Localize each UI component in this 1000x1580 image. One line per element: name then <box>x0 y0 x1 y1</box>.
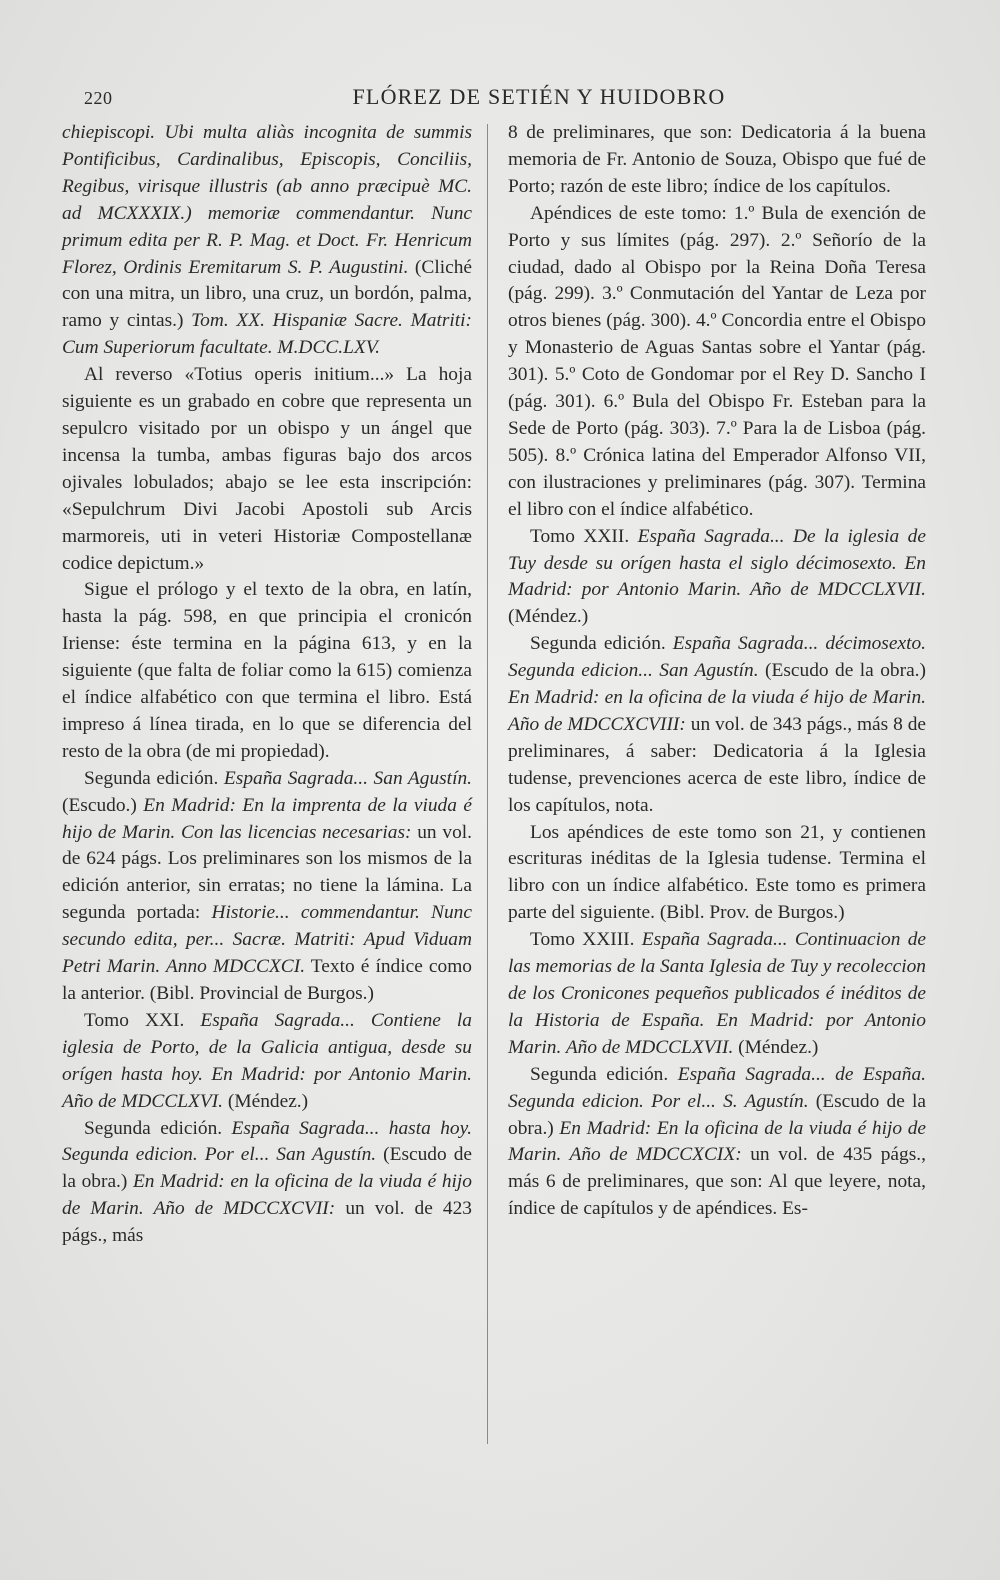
italic-text: chiepiscopi. Ubi multa aliàs incognita de summis Pontificibus, Cardinalibus, Episcopis, Conciliis, Regibus, virisque illustris (ab anno præcipuè MC. ad MCXXXIX.) memoriæ commendantur. Nunc primum edita per R. P. Mag. et Doct. Fr. Henricum Florez, Ordinis Eremitarum S. P. Augustini. <box>62 122 472 278</box>
italic-text: En Madrid: En la imprenta de la viuda é hijo de Marin. Con las licencias necesarias: <box>62 794 472 843</box>
italic-text: Tom. XX. Hispaniæ Sacre. Matriti: Cum Superiorum facultate. M.DCC.LXV. <box>62 310 472 359</box>
text-run: un vol. de 624 págs. Los preliminares son los mismos de la edición anterior, sin erratas; no tiene la lámina. La segunda portada: <box>62 821 472 924</box>
text-run: 8 de preliminares, que son: Dedicatoria á la buena memoria de Fr. Antonio de Souza, Obispo que fué de Porto; razón de este libro; índice de los capítulos. <box>508 122 926 197</box>
paragraph <box>62 1008 472 1116</box>
text-run: Sigue el prólogo y el texto de la obra, en latín, hasta la pág. 598, en que principia el cronicón Iriense: éste termina en la página 613, y en la siguiente (que falta de foliar como la 615) comienza el índice alfabético con que termina el libro. Está impreso á línea tirada, en lo que se diferencia del resto de la obra (de mi propiedad). <box>62 579 472 762</box>
text-run: (Escudo de la obra.) <box>62 1144 472 1193</box>
paragraph <box>508 927 926 1062</box>
text-run: Segunda edición. <box>530 1063 678 1085</box>
paragraph <box>508 631 926 819</box>
page-number: 220 <box>84 88 113 108</box>
text-run: Segunda edición. <box>84 767 224 789</box>
italic-text: En Madrid: En la oficina de la viuda é hijo de Marin. Año de MDCCXCIX: <box>508 1117 926 1166</box>
right-column <box>508 120 926 1223</box>
text-run: un vol. de 435 págs., más 6 de preliminares, que son: Al que leyere, nota, índice de capítulos y de apéndices. Es- <box>508 1144 926 1220</box>
paragraph <box>62 120 472 362</box>
paragraph <box>62 577 472 765</box>
paragraph <box>62 766 472 1008</box>
text-run: (Méndez.) <box>223 1090 309 1112</box>
text-run: Segunda edición. <box>84 1117 232 1139</box>
paragraph <box>508 201 926 524</box>
text-run: Segunda edición. <box>530 633 673 655</box>
running-title: FLÓREZ DE SETIÉN Y HUIDOBRO <box>352 84 726 109</box>
text-run: Tomo XXII. <box>530 525 638 547</box>
italic-text: España Sagrada... San Agustín. <box>223 767 473 789</box>
paragraph <box>508 1062 926 1223</box>
italic-text: Historie... commendantur. Nunc secundo edita, per... Sacræ. Matriti: Apud Viduam Petri Marin. Anno MDCCXCI. <box>62 902 472 978</box>
running-head <box>84 84 904 114</box>
italic-text: España Sagrada... décimosexto. Segunda edicion... San Agustín. <box>508 633 926 682</box>
text-run: (Méndez.) <box>733 1036 819 1058</box>
left-column <box>62 120 472 1250</box>
paragraph <box>62 1116 472 1251</box>
text-run: (Cliché con una mitra, un libro, una cruz, un bordón, palma, ramo y cintas.) <box>62 256 473 332</box>
italic-text: España Sagrada... de España. Segunda edicion. Por el... S. Agustín. <box>508 1063 926 1112</box>
text-run: (Escudo de la obra.) <box>758 660 926 682</box>
text-run: Al reverso «Totius operis initium...» La hoja siguiente es un grabado en cobre que representa un sepulcro visitado por un obispo y un ángel que incensa la tumba, ambas figuras bajo dos arcos ojivales lobulados; abajo se lee esta inscripción: «Sepulchrum Divi Jacobi Apostoli sub Arcis marmoreis, uti in veteri Historiæ Compostellanæ codice depictum.» <box>62 364 472 574</box>
italic-text: España Sagrada... Contiene la iglesia de Porto, de la Galicia antigua, desde su orígen hasta hoy. En Madrid: por Antonio Marin. Año de MDCCLXVI. <box>62 1009 472 1112</box>
paragraph <box>62 362 472 577</box>
paragraph <box>508 820 926 928</box>
text-run: un vol. de 343 págs., más 8 de preliminares, á saber: Dedicatoria á la Iglesia tudense, prevenciones acerca de este libro, índice de los capítulos, nota. <box>508 713 926 816</box>
text-run: (Escudo.) <box>62 794 144 816</box>
text-run: Apéndices de este tomo: 1.º Bula de exención de Porto y sus límites (pág. 297). 2.º Señorío de la ciudad, dado al Obispo por la Reina Doña Teresa (pág. 299). 3.º Conmutación del Yantar de Leza por otros bienes (pág. 300). 4.º Concordia entre el Obispo y Monasterio de Aguas Santas sobre el Yantar (pág. 301). 5.º Coto de Gondomar por el Rey D. Sancho I (pág. 301). 6.º Bula del Obispo Fr. Esteban para la Sede de Porto (pág. 303). 7.º Para la de Lisboa (pág. 505). 8.º Crónica latina del Emperador Alfonso VII, con ilustraciones y preliminares (pág. 307). Termina el libro con el índice alfabético. <box>508 202 926 520</box>
text-run: Tomo XXI. <box>84 1009 201 1031</box>
italic-text: España Sagrada... Continuacion de las memorias de la Santa Iglesia de Tuy y recoleccion de los Cronicones pequeños publicados é inéditos de la Historia de España. En Madrid: por Antonio Marin. Año de MDCCLXVII. <box>508 929 926 1058</box>
italic-text: España Sagrada... hasta hoy. Segunda edicion. Por el... San Agustín. <box>62 1117 472 1166</box>
column-divider <box>487 124 488 1444</box>
italic-text: En Madrid: en la oficina de la viuda é hijo de Marin. Año de MDCCXCVII: <box>62 1171 472 1220</box>
text-run: Texto é índice como la anterior. (Bibl. Provincial de Burgos.) <box>62 956 473 1004</box>
text-run: Tomo XXIII. <box>530 929 642 951</box>
text-run: un vol. de 423 págs., más <box>62 1198 472 1247</box>
paragraph <box>508 120 926 201</box>
text-run: (Escudo de la obra.) <box>508 1090 926 1139</box>
paragraph <box>508 524 926 632</box>
text-run: (Méndez.) <box>508 606 589 628</box>
italic-text: En Madrid: en la oficina de la viuda é hijo de Marin. Año de MDCCXCVIII: <box>508 687 926 735</box>
text-run: Los apéndices de este tomo son 21, y contienen escrituras inéditas de la Iglesia tudense. Termina el libro con un índice alfabético. Este tomo es primera parte del siguiente. (Bibl. Prov. de Burgos.) <box>508 821 926 924</box>
italic-text: España Sagrada... De la iglesia de Tuy desde su orígen hasta el siglo décimosexto. En Madrid: por Antonio Marin. Año de MDCCLXVII. <box>508 525 926 601</box>
